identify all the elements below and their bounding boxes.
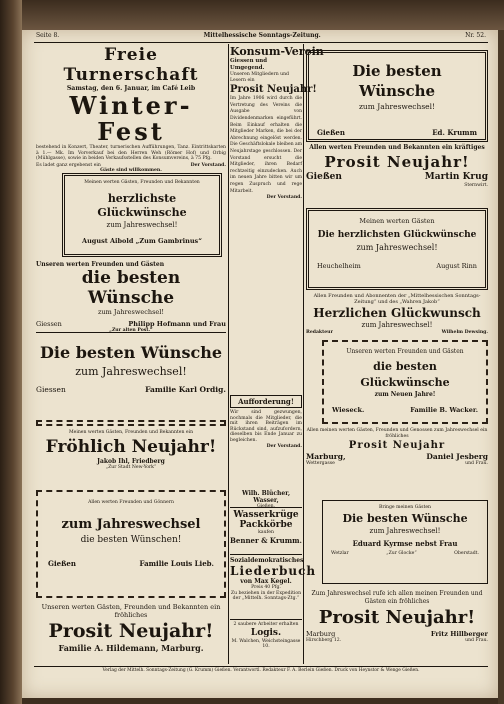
krumm-name: Ed. Krumm — [432, 128, 477, 137]
liederbuch-publisher: von Max Kegel. — [240, 578, 292, 585]
lieb-intro: Allen werten Freunden und Gönnern — [88, 500, 174, 505]
aibold-intro: Meinen werten Gästen, Freunden und Bekannten — [84, 180, 200, 185]
hillberger-sub: und Frau. — [465, 638, 488, 643]
liederbuch-line1: Sozialdemokratisches — [230, 557, 304, 564]
krug-intro: Allen werten Freunden und Bekannten ein kräftiges — [309, 144, 485, 151]
konsum-title: Konsum-Verein — [230, 45, 324, 58]
aibold-name: August Aibold „Zum Gambrinus“ — [82, 236, 202, 245]
hofmann-place: Giessen — [36, 320, 62, 328]
wacker-place: Wieseck. — [332, 406, 365, 414]
book-spine — [0, 0, 22, 704]
wasserkruege-line3: kaufen — [258, 530, 274, 535]
jesberg-main: Prosit Neujahr — [348, 440, 446, 452]
krug-main: Prosit Neujahr! — [324, 152, 470, 171]
logis-line2: Logis. — [250, 627, 282, 638]
hildemann-name: Familie A. Hildemann, Marburg. — [58, 643, 204, 653]
krug-sub: Sternwirt. — [464, 182, 488, 188]
aibold-main: herzlichste Glückwünsche — [97, 191, 187, 219]
hildemann-intro: Unseren werten Gästen, Freunden und Bekannten ein fröhliches — [41, 603, 221, 619]
liederbuch-ad — [230, 557, 317, 602]
lieb-greeting — [36, 490, 226, 598]
konsum-signoff: Der Vorstand. — [266, 195, 302, 201]
hildemann-greeting — [36, 603, 226, 653]
logis-ad — [230, 622, 302, 650]
logis-line1: 2 saubere Arbeiter erhalten — [233, 622, 299, 627]
konsum-greeting: Prosit Neujahr! — [230, 84, 317, 96]
turnerschaft-ad — [36, 45, 226, 174]
kyrmse-greeting — [322, 500, 488, 584]
wacker-greeting — [322, 340, 488, 424]
redaktion-main: Herzlichen Glückwunsch — [313, 306, 481, 321]
ordig-main: Die besten Wünsche — [40, 343, 222, 362]
bluecher-name: Wilh. Blücher, Wasser, — [241, 490, 291, 504]
kyrmse-left: Wetzlar — [331, 550, 349, 556]
hillberger-main: Prosit Neujahr! — [318, 607, 476, 628]
jesberg-greeting — [306, 428, 488, 467]
hofmann-greeting — [36, 261, 226, 334]
hofmann-intro: Unseren werten Freunden und Gästen — [36, 261, 165, 268]
redaktion-right: Wilhelm Dewsing. — [441, 330, 488, 336]
rinn-intro: Meinen werten Gästen — [359, 217, 435, 225]
ordig-name: Familie Karl Ordig. — [145, 385, 226, 394]
kyrmse-name: Eduard Kyrmse nebst Frau — [352, 538, 458, 548]
ordig-place: Giessen — [36, 385, 66, 394]
binding-edge — [22, 0, 504, 30]
konsum-body: Im Jahre 1906 wird durch die Vertretung des Vereins die Ausgabe von Dividendenmarken eingeführt. Beim Einkauf erhalten die Mitglieder Marken, die bei der Abrechnung eingelöst werden. Die Geschäftslokale bleiben am Neujahrstage geschlossen. Der Vorstand ersucht die Mitglieder, ihren Bedarf rechtzeitig einzudecken. Auch im neuen Jahre bitten wir um regen Zuspruch und rege Mitarbeit. — [230, 96, 302, 194]
konsum-subtitle: Giessen und Umgegend. — [230, 58, 267, 71]
jesberg-sub-right: und Frau. — [465, 461, 488, 467]
ihl-sub: „Zur Stadt New-York“ — [105, 464, 157, 470]
page-header — [36, 33, 486, 39]
ordig-greeting — [36, 342, 226, 394]
krumm-place: Gießen — [317, 128, 345, 137]
liederbuch-price: Preis 40 Pfg. — [251, 585, 281, 590]
kyrmse-mid: „Zur Glocke“ — [386, 550, 417, 556]
jesberg-sub-left: Wettergasse — [306, 461, 335, 467]
page-number: Seite 8. — [36, 32, 60, 39]
lieb-place: Gießen — [48, 558, 76, 568]
krug-greeting — [306, 144, 488, 188]
wacker-name: Familie B. Wacker. — [410, 406, 478, 414]
lieb-main: zum Jahreswechsel — [61, 516, 201, 532]
wacker-sub: zum Neuen Jahre! — [374, 391, 436, 398]
lieb-name: Familie Louis Lieb. — [139, 558, 214, 568]
hofmann-name: Philipp Hofmann und Frau — [128, 320, 226, 328]
krug-name: Martin Krug — [424, 171, 488, 182]
ihl-name: Jakob Ihl, Friedberg — [97, 457, 165, 465]
header-rule — [34, 42, 488, 43]
aibold-greeting — [62, 173, 222, 257]
aibold-sub: zum Jahreswechsel! — [106, 220, 178, 229]
logis-line3: M. Walchen, Weichsteingasse 10. — [231, 638, 301, 650]
redaktion-left: Redakteur — [306, 330, 333, 336]
kyrmse-main: Die besten Wünsche — [342, 511, 468, 525]
turnerschaft-signoff: Der Vorstand. — [190, 162, 226, 168]
hofmann-sub2: „Zur alten Post.“ — [109, 328, 153, 333]
aufforderung-body: Wir sind gezwungen, nochmals die Mitglieder, die mit ihren Beiträgen im Rückstand sind, aufzufordern, dieselben bis Ende Januar zu begleichen. — [230, 410, 302, 443]
hofmann-sub: zum Jahreswechsel! — [98, 308, 164, 316]
imprint-footer: Verlag der Mittelh. Sonntags-Zeitung (G. Krumm) Gießen. Verantwortl. Redakteur F. A. Berlein Gießen. Druck von Heynstor & Wenge Gießen. — [102, 668, 420, 673]
krug-place: Gießen — [306, 171, 342, 182]
konsum-greeting-intro: Unseren Mitgliedern und Lesern ein — [230, 72, 289, 83]
aufforderung-notice — [230, 395, 302, 449]
wasserkruege-ad — [230, 510, 302, 545]
wasserkruege-line2: Packkörbe — [239, 520, 293, 530]
turnerschaft-hint: Gäste sind willkommen. — [100, 168, 162, 174]
ihl-greeting — [36, 430, 226, 470]
rinn-place: Heuchelheim — [317, 262, 361, 270]
wasserkruege-line1: Wasserkrüge — [233, 510, 299, 520]
krumm-greeting — [306, 50, 488, 142]
kyrmse-right: Oberstadt. — [454, 550, 479, 556]
page-edge — [498, 30, 504, 704]
jesberg-place: Marburg, — [306, 452, 346, 462]
hillberger-addr: Hirschberg 12. — [306, 638, 342, 643]
hofmann-main: die besten Wünsche — [81, 268, 181, 308]
hillberger-name: Fritz Hillberger — [430, 630, 488, 638]
kyrmse-intro: Bringe meinen Gästen — [378, 505, 432, 510]
rinn-sub: zum Jahreswechsel! — [356, 243, 438, 252]
rinn-name: August Rinn — [436, 262, 477, 270]
ornament-divider — [36, 420, 226, 426]
turnerschaft-body: bestehend in Konzert, Theater, turnerischen Aufführungen, Tanz. Eintrittskarten à 1.— Mk. Im Vorverkauf bei den Herren Weh (Römer Hof) und Orbig (Mühlgasse), sowie in beiden Verkaufsstellen des Konsumvereins, à 75 Pfg. — [36, 145, 226, 162]
liederbuch-note: Zu beziehen in der Expedition der „Mittelh. Sonntags-Ztg.“ — [230, 590, 302, 602]
liederbuch-line2: Liederbuch — [230, 564, 317, 578]
issue-number: Nr. 52. — [465, 32, 486, 39]
ihl-main: Fröhlich Neujahr! — [45, 436, 217, 457]
wacker-main: die besten Glückwünsche — [360, 360, 450, 389]
krumm-main: Die besten Wünsche — [352, 62, 442, 100]
rinn-main: Die herzlichsten Glückwünsche — [317, 230, 477, 240]
wacker-intro: Unseren werten Freunden und Gästen — [346, 348, 464, 355]
hillberger-place: Marburg — [306, 630, 336, 638]
column-divider-1 — [228, 44, 229, 664]
hillberger-intro: Zum Jahreswechsel rufe ich allen meinen Freunden und Gästen ein fröhliches — [311, 590, 483, 605]
turnerschaft-invite: Es ladet ganz ergebenst ein — [36, 162, 101, 168]
newspaper-title: Mittelhessische Sonntags-Zeitung. — [203, 32, 321, 39]
jesberg-name: Daniel Jesberg — [426, 452, 488, 462]
aufforderung-title: Aufforderung! — [230, 395, 302, 408]
turnerschaft-title: Freie Turnerschaft — [63, 45, 199, 85]
kyrmse-sub: zum Jahreswechsel! — [369, 526, 441, 535]
jesberg-intro: Allen meinen werten Gästen, Freunden und Genossen zum Jahreswechsel ein fröhliches — [306, 428, 488, 439]
newspaper-page — [22, 30, 498, 698]
hillberger-greeting — [306, 590, 488, 644]
winterfest-heading: Winter-Fest — [69, 91, 193, 146]
aufforderung-signoff: Der Vorstand. — [266, 443, 302, 449]
bluecher-place: Gießen. — [256, 504, 276, 509]
hildemann-main: Prosit Neujahr! — [48, 620, 214, 642]
redaktion-sub: zum Jahreswechsel! — [361, 321, 433, 330]
krumm-sub: zum Jahreswechsel! — [358, 102, 436, 111]
ordig-sub: zum Jahreswechsel! — [75, 365, 187, 378]
rinn-greeting — [306, 208, 488, 290]
lieb-sub: die besten Wünschen! — [80, 534, 182, 545]
wasserkruege-line4: Benner & Krumm. — [230, 535, 302, 545]
turnerschaft-date: Samstag, den 6. Januar, im Café Leib — [66, 85, 196, 92]
redaktion-greeting — [306, 294, 488, 336]
redaktion-intro: Allen Freunden und Abonnenten der „Mittelhessischen Sonntags-Zeitung“ und des „Wahren Jakob“ — [313, 293, 481, 305]
ihl-intro: Meinen werten Gästen, Freunden und Bekannten ein — [68, 430, 194, 435]
